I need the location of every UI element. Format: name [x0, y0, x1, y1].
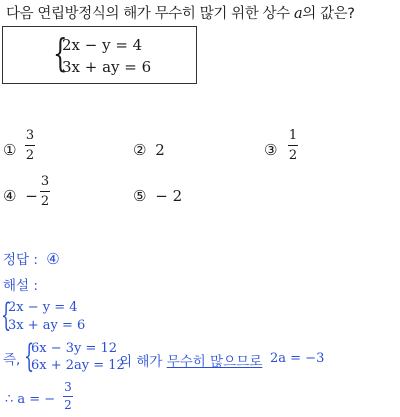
option-1-numerator: 3: [25, 128, 35, 143]
option-3-marker: ③: [264, 141, 278, 159]
solution-system2-brace: {: [24, 337, 35, 375]
solution-text-underlined: 무수히 많으므로: [166, 354, 263, 370]
option-4-numerator: 3: [40, 174, 50, 189]
option-5[interactable]: [133, 187, 182, 205]
final-fraction: [63, 381, 73, 412]
question-text: [6, 2, 355, 23]
solution-system2-eq2: 6x + 2ay = 12: [31, 358, 125, 373]
option-4-fraction: [40, 174, 50, 209]
option-3-numerator: 1: [288, 128, 298, 143]
jeuk-label: 즉,: [3, 352, 21, 368]
option-3-denominator: 2: [288, 148, 298, 163]
therefore-line: ∴ a = −: [5, 392, 56, 407]
solution-system1-brace: {: [1, 296, 12, 334]
answer-label: 정답 :: [3, 252, 38, 268]
option-4-marker: ④: [3, 187, 17, 205]
option-2-value: 2: [155, 141, 165, 159]
solution-system2-eq1: 6x − 3y = 12: [31, 341, 118, 356]
option-2-marker: ②: [133, 141, 147, 159]
option-4-sign: −: [25, 187, 38, 205]
option-3-fraction: [288, 128, 298, 163]
final-numerator: 3: [64, 380, 72, 394]
option-5-marker: ⑤: [133, 187, 147, 205]
solution-text-mid: 의 해가: [119, 354, 167, 370]
solution-conclusion: 2a = −3: [270, 351, 325, 366]
final-denominator: 2: [64, 398, 72, 412]
system-brace: {: [53, 31, 68, 75]
option-5-value: − 2: [155, 187, 183, 205]
option-4[interactable]: [3, 187, 38, 205]
question-post: 의 값은?: [302, 6, 355, 22]
system-eq1: 2x − y = 4: [62, 36, 143, 54]
option-4-denominator: 2: [40, 194, 50, 209]
question-variable: a: [294, 6, 303, 22]
explanation-label: 해설 :: [3, 278, 38, 294]
solution-reason: [119, 350, 262, 370]
system-eq2: 3x + ay = 6: [62, 58, 152, 76]
question-pre: 다음 연립방정식의 해가 무수히 많기 위한 상수: [6, 6, 294, 22]
option-3[interactable]: [264, 141, 277, 159]
solution-system1-eq2: 3x + ay = 6: [8, 318, 86, 333]
option-1-marker: ①: [3, 141, 17, 159]
option-1-fraction: [25, 128, 35, 163]
solution-system1-eq1: 2x − y = 4: [8, 300, 78, 315]
option-2[interactable]: [133, 141, 165, 159]
option-1[interactable]: [3, 141, 16, 159]
answer-value: ④: [46, 250, 60, 268]
answer-line: [3, 248, 60, 268]
option-1-denominator: 2: [25, 148, 35, 163]
